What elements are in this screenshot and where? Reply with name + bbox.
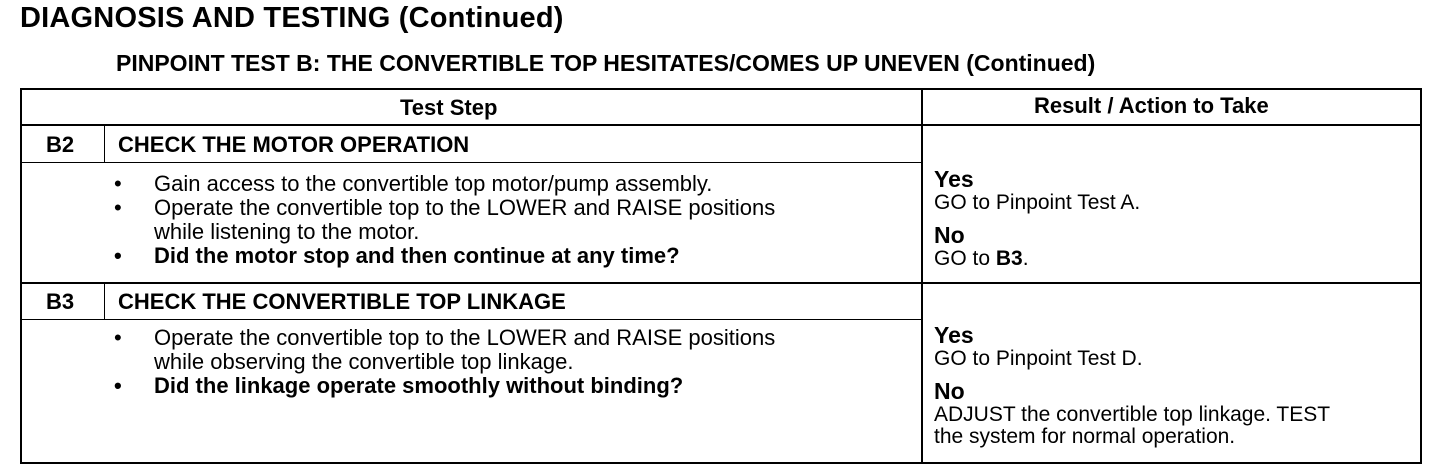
list-item: • Operate the convertible top to the LOWER and RAISE positions while listening to the motor.: [114, 196, 775, 244]
b2-title-rule: [22, 162, 921, 163]
step-b2-result: [934, 166, 1140, 270]
step-b3-result: [934, 322, 1330, 448]
no-action: [934, 248, 1140, 270]
b3-id-divider: [104, 284, 105, 320]
no-action-target: B3: [995, 247, 1023, 270]
header-rule: [22, 124, 1420, 126]
list-item: • Did the linkage operate smoothly without binding?: [114, 374, 775, 398]
step-b3-actions: [114, 326, 775, 398]
step-title-b2: CHECK THE MOTOR OPERATION: [118, 132, 470, 157]
step-b2-actions: [114, 172, 775, 268]
no-action-suffix: .: [1022, 247, 1029, 270]
no-label: No: [934, 222, 965, 248]
no-action-prefix: GO to: [934, 247, 996, 270]
no-action: ADJUST the convertible top linkage. TEST the system for normal operation.: [934, 403, 1331, 448]
step-id-b3: B3: [46, 289, 75, 314]
yes-action: GO to Pinpoint Test D.: [934, 347, 1143, 370]
page-heading: DIAGNOSIS AND TESTING (Continued): [20, 2, 564, 34]
test-step-header: Test Step: [400, 95, 498, 120]
no-label: No: [934, 378, 965, 404]
test-table: [20, 88, 1422, 464]
column-divider: [921, 90, 923, 462]
result-header: Result / Action to Take: [1034, 93, 1269, 118]
list-item: • Did the motor stop and then continue at any time?: [114, 244, 775, 268]
list-item: • Gain access to the convertible top motor/pump assembly.: [114, 172, 775, 196]
yes-label: Yes: [934, 166, 974, 192]
b2-b3-rule: [22, 282, 1420, 284]
list-item: • Operate the convertible top to the LOWER and RAISE positions while observing the convertible top linkage.: [114, 326, 775, 374]
b3-title-rule: [22, 319, 921, 320]
pinpoint-test-title: PINPOINT TEST B: THE CONVERTIBLE TOP HESITATES/COMES UP UNEVEN (Continued): [116, 50, 1096, 76]
b2-id-divider: [104, 126, 105, 163]
step-title-b3: CHECK THE CONVERTIBLE TOP LINKAGE: [118, 289, 566, 314]
step-id-b2: B2: [46, 132, 75, 157]
yes-label: Yes: [934, 322, 974, 348]
yes-action: GO to Pinpoint Test A.: [934, 191, 1141, 214]
